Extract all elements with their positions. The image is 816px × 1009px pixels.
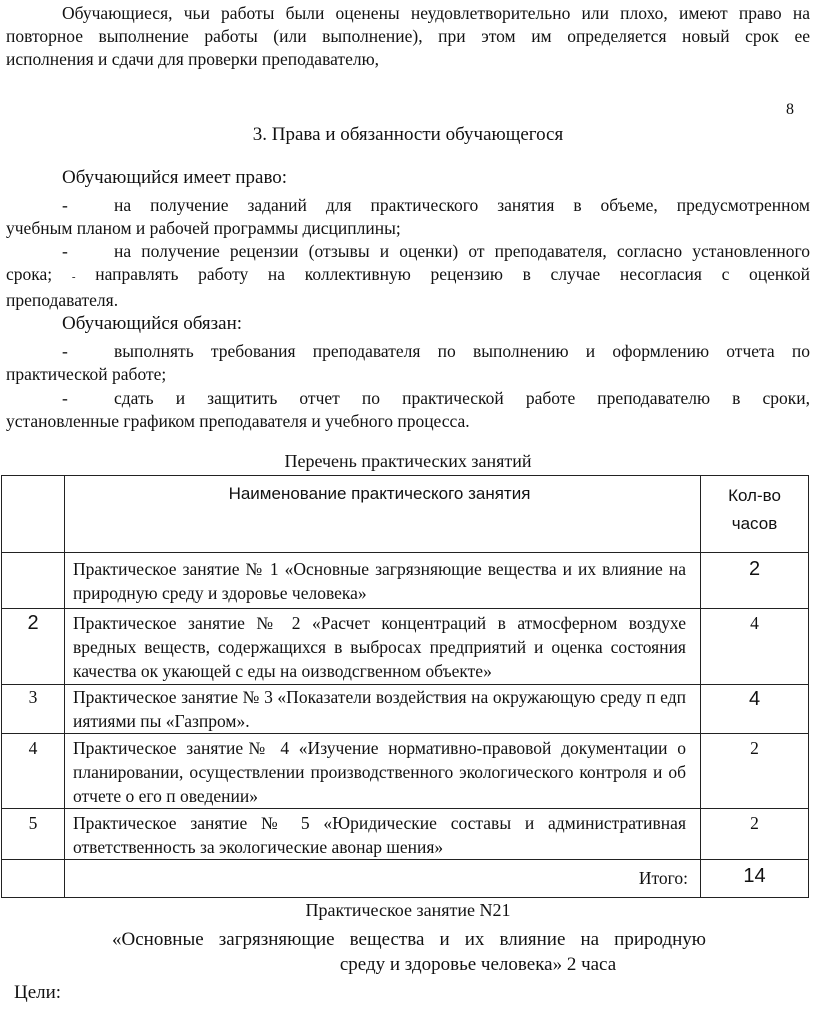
rights-item-2-text: на получение рецензии (отзывы и оценки) от преподавателя, согласно установленного	[114, 241, 810, 261]
rights-item-2-term: срока;	[6, 264, 53, 284]
duties-heading: Обучающийся обязан:	[62, 313, 243, 334]
row-hours: 2	[701, 734, 809, 809]
duties-item-1-cont: практической работе;	[6, 364, 167, 384]
duties-item-2	[6, 387, 810, 433]
goals-heading: Цели:	[14, 982, 62, 1003]
intro-line: Обучающиеся, чьи работы были оценены неудовлетворительно или плохо, имеют право на	[62, 3, 810, 23]
rights-item-3-text: направлять работу на коллективную рецензию в случае несогласия с оценкой	[95, 264, 811, 284]
row-name-text: Практическое занятие № 3 «Показатели воздействия на окружающую среду п едп иятиями пы «Газпром».	[73, 687, 686, 731]
row-name-text: Практическое занятие № 1 «Основные загрязняющие вещества и их влияние на природную среду и здоровье человека»	[73, 559, 686, 603]
table-row	[2, 734, 809, 809]
row-name	[65, 685, 701, 734]
rights-item-1	[6, 194, 810, 240]
total-label: Итого:	[65, 860, 701, 898]
header-name-cell: Наименование практического занятия	[65, 476, 701, 553]
rights-item-1-cont: учебным планом и рабочей программы дисциплины;	[6, 218, 401, 238]
total-value: 14	[701, 860, 809, 898]
row-hours: 4	[701, 685, 809, 734]
table-total-row	[2, 860, 809, 898]
dash-marker: -	[71, 271, 76, 283]
total-num-cell	[2, 860, 65, 898]
rights-heading: Обучающийся имеет право:	[62, 167, 288, 188]
table-row	[2, 609, 809, 685]
page-number: 8	[786, 101, 794, 118]
table-title: Перечень практических занятий	[284, 451, 532, 471]
duties-item-1-text: выполнять требования преподавателя по выполнению и оформлению отчета по	[114, 341, 810, 361]
dash-marker: -	[62, 341, 68, 361]
duties-item-1	[6, 340, 810, 386]
rights-item-2	[6, 240, 810, 312]
section-title: 3. Права и обязанности обучающегося	[252, 124, 564, 145]
row-hours: 2	[701, 809, 809, 860]
practical-title: Практическое занятие N21	[305, 900, 511, 920]
practicals-table	[1, 475, 809, 898]
row-name-text: Практическое занятие № 5 «Юридические составы и административная ответственность за экологические авонар шения»	[73, 813, 686, 857]
header-num-cell	[2, 476, 65, 553]
intro-paragraph	[6, 2, 810, 71]
rights-item-1-text: на получение заданий для практического занятия в объеме, предусмотренном	[114, 195, 810, 215]
row-name	[65, 609, 701, 685]
row-num: 5	[2, 809, 65, 860]
row-hours: 4	[701, 609, 809, 685]
row-hours: 2	[701, 553, 809, 609]
table-header-row	[2, 476, 809, 553]
dash-marker: -	[62, 241, 68, 261]
row-num	[2, 553, 65, 609]
intro-line: повторное выполнение работы (или выполнение), при этом им определяется новый срок ее	[6, 26, 810, 46]
row-name	[65, 734, 701, 809]
dash-marker: -	[62, 195, 68, 215]
dash-marker: -	[62, 388, 68, 408]
row-num: 3	[2, 685, 65, 734]
practical-topic-line2: среду и здоровье человека» 2 часа	[339, 954, 617, 975]
rights-item-3-cont: преподавателя.	[6, 290, 119, 310]
table-row	[2, 685, 809, 734]
header-hours-line2: часов	[731, 514, 778, 533]
header-hours-line1: Кол-во	[728, 486, 781, 505]
duties-item-2-cont: установленные графиком преподавателя и учебного процесса.	[6, 411, 470, 431]
intro-line: исполнения и сдачи для проверки преподавателю,	[6, 49, 380, 69]
row-name-text: Практическое занятие № 2 «Расчет концентраций в атмосферном воздухе вредных веществ, содержащихся в выбросах предприятий и оценка состояния качества ок укающей с еды на оизводсгвенном объекте»	[73, 613, 686, 681]
row-num: 2	[2, 609, 65, 685]
row-name	[65, 809, 701, 860]
duties-item-2-text: сдать и защитить отчет по практической работе преподавателю в сроки,	[114, 388, 810, 408]
row-name	[65, 553, 701, 609]
table-row	[2, 553, 809, 609]
practical-topic-line1: «Основные загрязняющие вещества и их влияние на природную	[112, 929, 706, 950]
header-hours-cell	[701, 476, 809, 553]
row-num: 4	[2, 734, 65, 809]
row-name-text: Практическое занятие№ 4 «Изучение нормативно-правовой документации о планировании, осуществлении производственного экологического контроля и об отчете о его п оведении»	[73, 738, 686, 806]
table-row	[2, 809, 809, 860]
